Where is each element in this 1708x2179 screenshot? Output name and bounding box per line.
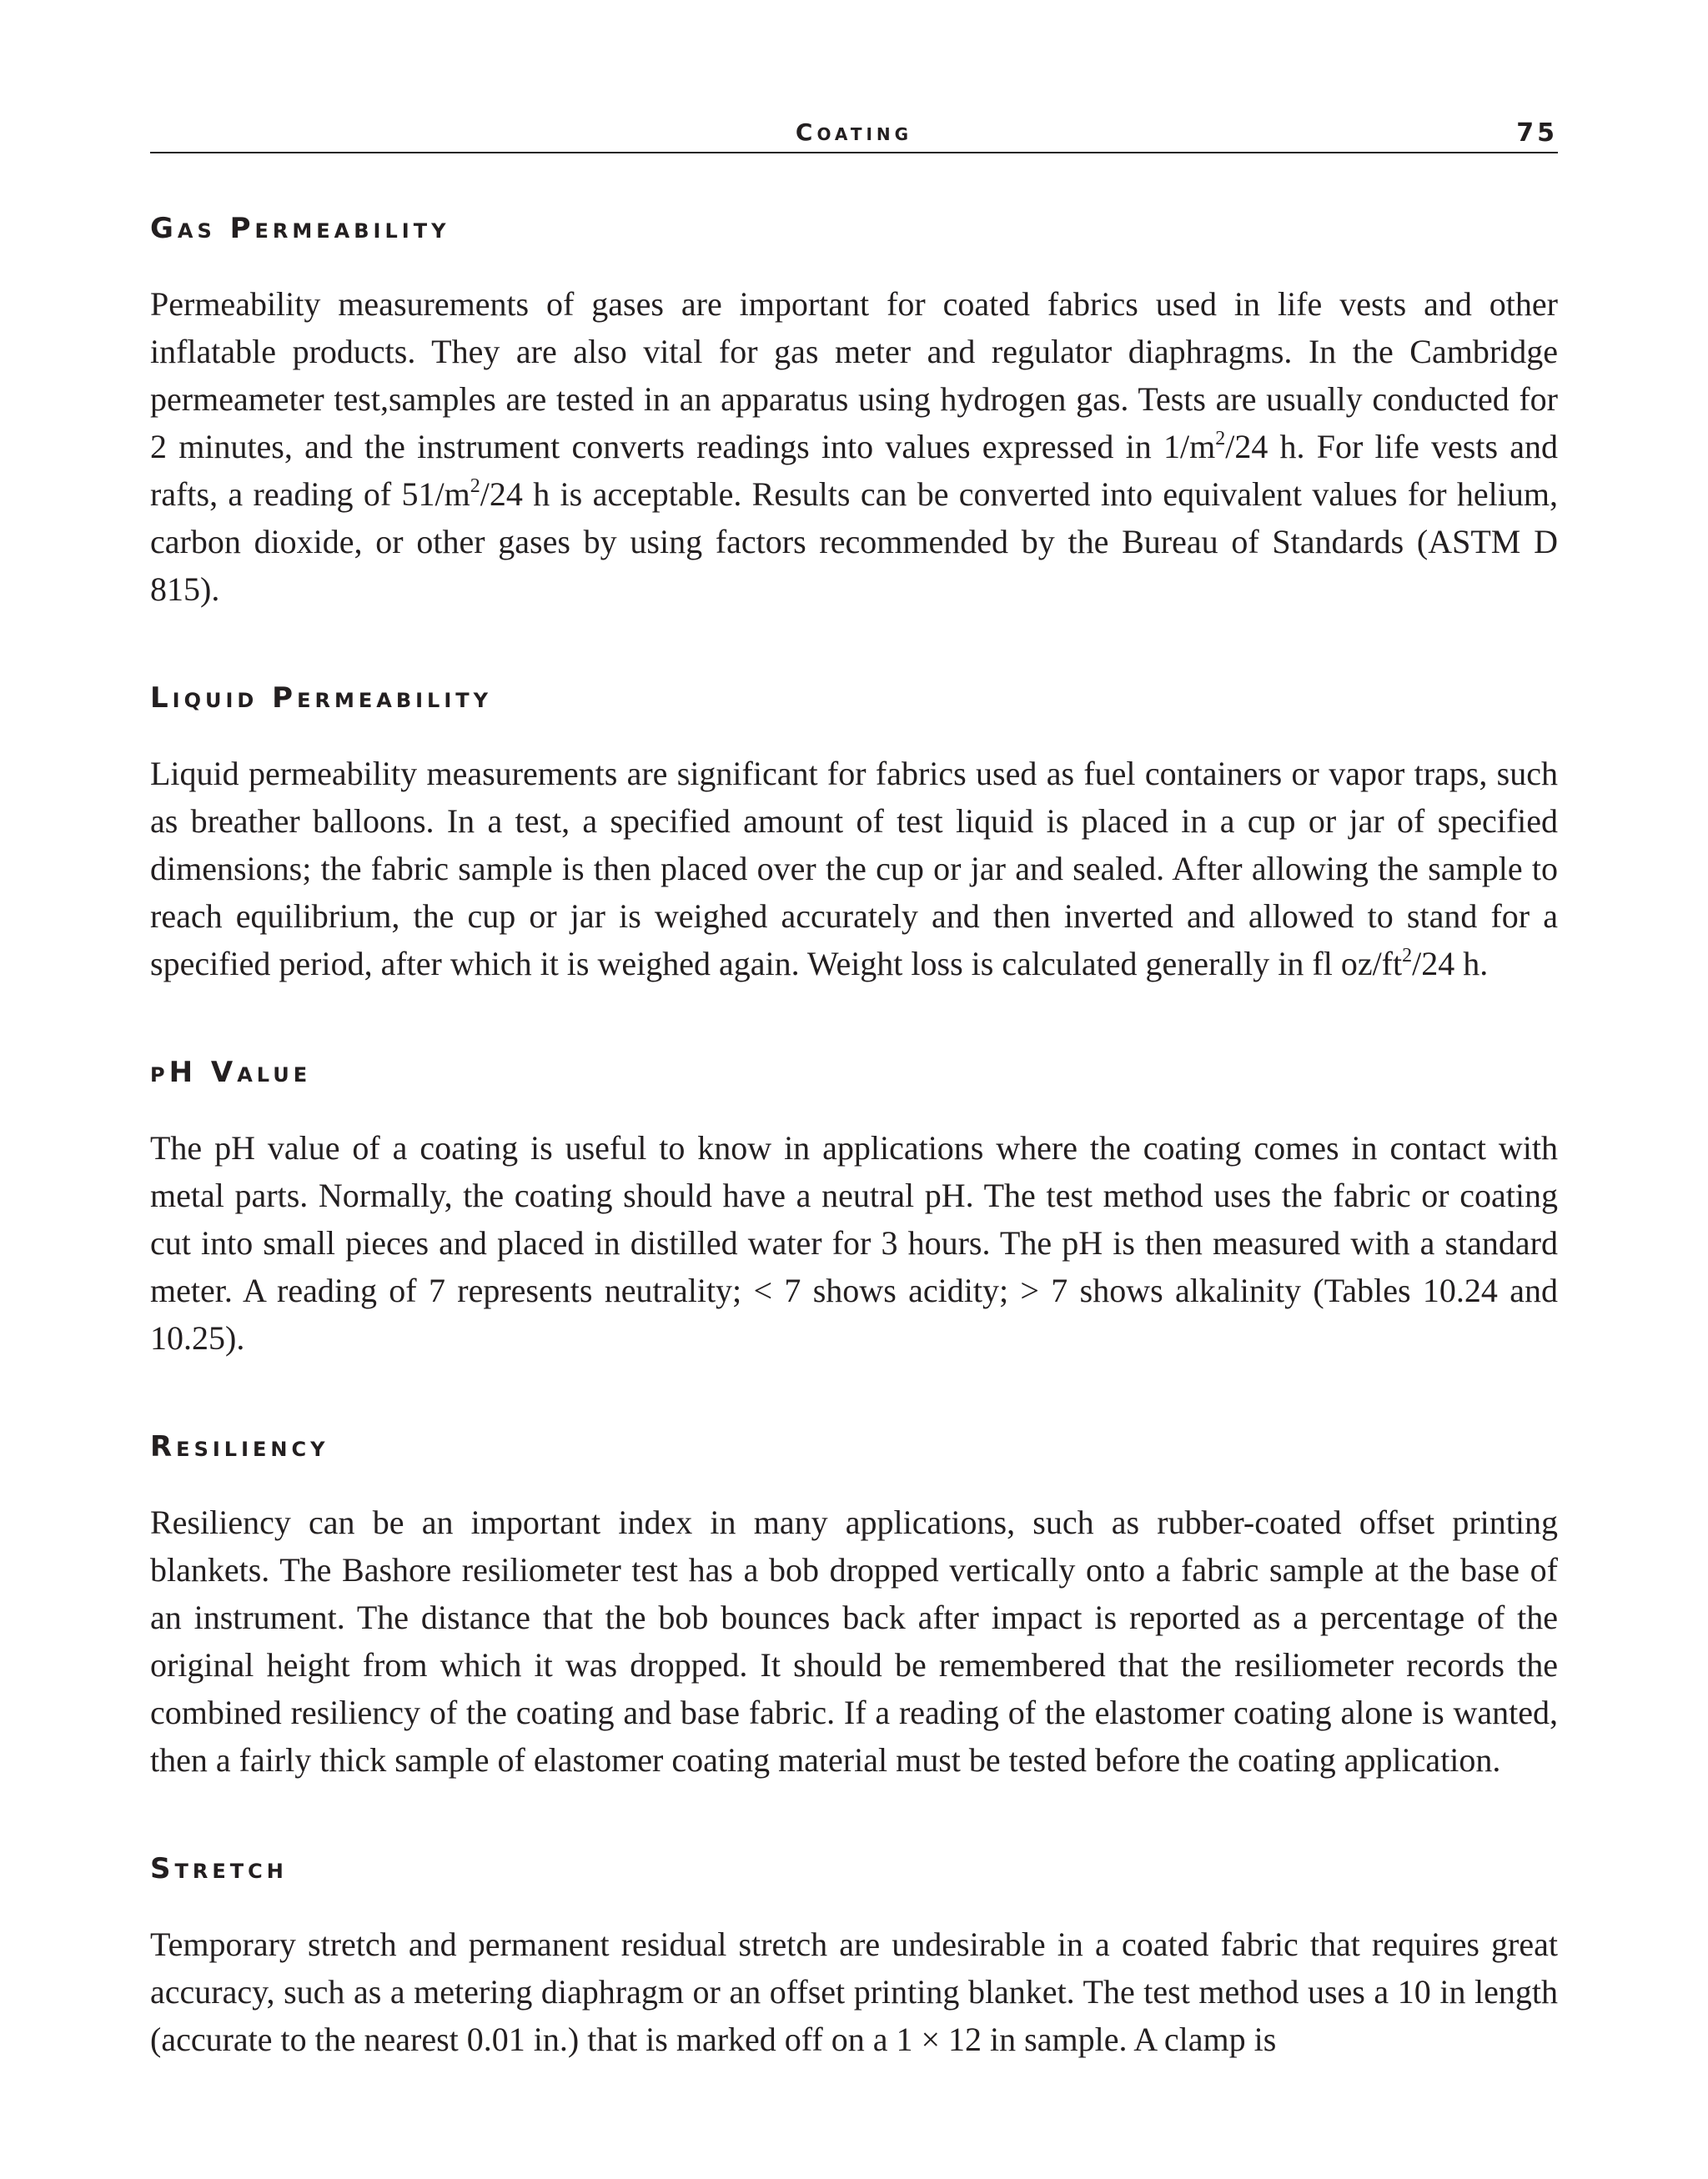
section-paragraph: Temporary stretch and permanent residual stretch are undesirable in a coated fabric that requires great accuracy, such as a metering diaphragm or an offset printing blanket. The test method uses a 10 in length (accurate to the nearest 0.01 in.) that is marked off on a 1 × 12 in sample. A clamp is — [150, 1925, 1558, 2058]
section-resiliency — [150, 1428, 1558, 1784]
section-paragraph: Permeability measurements of gases are important for coated fabrics used in life vests and other inflatable products. They are also vital for gas meter and regulator diaphragms. In the Cambridge permeameter test,samples are tested in an apparatus using hydrogen gas. Tests are usually conducted for 2 minutes, and the instrument converts readings into values expressed in $1/m^2/24$ h. For life vests and rafts, a reading of $51/m^2/24$ h is acceptable. Results can be converted into equivalent values for helium, carbon dioxide, or other gases by using factors recommended by the Bureau of Standards (ASTM D 815). — [150, 285, 1559, 608]
section-heading: Gas Permeability — [150, 212, 450, 245]
page-content — [150, 210, 1558, 2130]
section-heading: Resiliency — [150, 1430, 329, 1464]
section-paragraph: Liquid permeability measurements are significant for fabrics used as fuel containers or vapor traps, such as breather balloons. In a test, a specified amount of test liquid is placed in a cup or jar of specified dimensions; the fabric sample is then placed over the cup or jar and sealed. After allowing the sample to reach equilibrium, the cup or jar is weighed accurately and then inverted and allowed to stand for a specified period, after which it is weighed again. Weight loss is calculated generally in fl $oz/ft^2/24$ h. — [150, 755, 1558, 982]
section-heading: Liquid Permeability — [150, 681, 493, 715]
section-stretch — [150, 1850, 1558, 2063]
section-gas-permeability — [150, 210, 1558, 613]
section-heading: Stretch — [150, 1852, 288, 1885]
section-paragraph: Resiliency can be an important index in many applications, such as rubber-coated offset printing blankets. The Bashore resiliometer test has a bob dropped vertically onto a fabric sample at the base of an instrument. The distance that the bob bounces back after impact is reported as a percentage of the original height from which it was dropped. It should be remembered that the resiliometer records the combined resiliency of the coating and base fabric. If a reading of the elastomer coating alone is wanted, then a fairly thick sample of elastomer coating material must be tested before the coating application. — [150, 1504, 1558, 1779]
section-heading: pH Value — [150, 1056, 312, 1089]
section-ph-value — [150, 1054, 1558, 1362]
page-number: 75 — [1516, 118, 1558, 148]
section-paragraph: The pH value of a coating is useful to know in applications where the coating comes in contact with metal parts. Normally, the coating should have a neutral pH. The test method uses the fabric or coating cut into small pieces and placed in distilled water for 3 hours. The pH is then measured with a standard meter. A reading of 7 represents neutrality; < 7 shows acidity; > 7 shows alkalinity (Tables 10.24 and 10.25). — [150, 1129, 1558, 1357]
section-liquid-permeability — [150, 680, 1558, 987]
running-header — [150, 118, 1558, 153]
running-title: Coating — [795, 118, 913, 146]
